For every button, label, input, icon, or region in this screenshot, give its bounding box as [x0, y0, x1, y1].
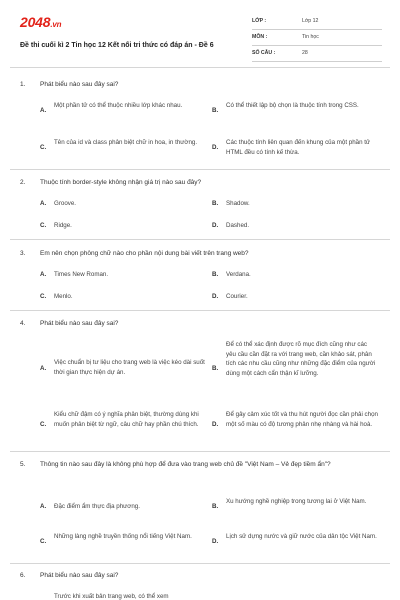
site-logo[interactable]	[20, 14, 61, 30]
exam-title: Đề thi cuối kì 2 Tin học 12 Kết nối tri thức có đáp án - Đề 6	[20, 42, 214, 49]
option-letter: B.	[212, 365, 219, 372]
divider	[10, 169, 390, 170]
option-text: Dashed.	[226, 222, 250, 229]
option-letter: B.	[212, 271, 219, 278]
divider	[10, 239, 390, 240]
option-text: Để gây cảm xúc tốt và thu hút người đọc cần phải chọn một số màu có độ tương phản nhẹ nhàng và hài hoà.	[226, 411, 378, 428]
logo-suffix: .vn	[50, 20, 62, 29]
question-text: Em nên chọn phông chữ nào cho phần nội dung bài viết trên trang web?	[40, 250, 249, 257]
option-text: Groove.	[54, 200, 77, 207]
option-text: Một phần tử có thể thuộc nhiều lớp khác nhau.	[54, 102, 183, 109]
option-letter: D.	[212, 222, 219, 229]
option-letter: B.	[212, 107, 219, 114]
option-letter: A.	[40, 503, 47, 510]
option-letter: C.	[40, 144, 47, 151]
option-text: Verdana.	[226, 271, 251, 278]
option-text: Xu hướng nghề nghiệp trong tương lai ở Việt Nam.	[226, 498, 367, 505]
question-text: Phát biểu nào sau đây sai?	[40, 81, 119, 88]
info-value: 28	[302, 50, 308, 56]
option-text: Đặc điểm ẩm thực địa phương.	[54, 503, 140, 510]
option-letter: A.	[40, 365, 47, 372]
divider	[10, 451, 390, 452]
question-text: Phát biểu nào sau đây sai?	[40, 572, 119, 579]
option-letter: D.	[212, 538, 219, 545]
question-text: Thuộc tính border-style không nhận giá trị nào sau đây?	[40, 179, 202, 186]
option-text: Để có thể xác định được rõ mục đích cũng như các yêu cầu cần đặt ra với trang web, cần khảo sát, phân tích các nhu cầu cũng như những đặc điểm của người dùng một cách cẩn thận kĩ lưỡng.	[226, 341, 376, 377]
option-letter: C.	[40, 293, 47, 300]
option-letter: B.	[212, 503, 219, 510]
question-number: 2.	[20, 179, 26, 186]
info-value: Tin học	[302, 34, 319, 40]
option-letter: D.	[212, 144, 219, 151]
option-text: Tên của id và class phân biệt chữ in hoa, in thường.	[54, 139, 198, 146]
question-number: 1.	[20, 81, 26, 88]
info-row-class	[252, 14, 382, 30]
option-text: Những làng nghề truyền thống nổi tiếng Việt Nam.	[54, 533, 192, 540]
document-header	[20, 14, 382, 58]
option-text: Có thể thiết lập bộ chọn là thuộc tính trong CSS.	[226, 102, 359, 109]
option-letter: D.	[212, 421, 219, 428]
divider	[10, 67, 390, 68]
option-text: Shadow.	[226, 200, 250, 207]
option-letter: D.	[212, 293, 219, 300]
option-text: Trước khi xuất bản trang web, có thể xem	[54, 593, 169, 600]
question-number: 3.	[20, 250, 26, 257]
option-text: Courier.	[226, 293, 248, 300]
option-text: Times New Roman.	[54, 271, 109, 278]
option-text: Việc chuẩn bị tư liệu cho trang web là việc kéo dài suốt thời gian thực hiện dự án.	[54, 359, 205, 376]
question-text: Phát biểu nào sau đây sai?	[40, 320, 119, 327]
info-row-subject	[252, 30, 382, 46]
option-text: Kiểu chữ đậm có ý nghĩa phân biệt, thường dùng khi muốn phân biệt từ ngữ, câu chữ hay phần chú thích.	[54, 411, 199, 428]
divider	[10, 310, 390, 311]
option-text: Ridge.	[54, 222, 72, 229]
info-value: Lớp 12	[302, 18, 319, 24]
option-letter: A.	[40, 107, 47, 114]
option-text: Menlo.	[54, 293, 73, 300]
divider	[10, 563, 390, 564]
question-number: 5.	[20, 461, 26, 468]
question-number: 4.	[20, 320, 26, 327]
option-letter: B.	[212, 200, 219, 207]
option-letter: A.	[40, 271, 47, 278]
info-label: MÔN :	[252, 34, 268, 40]
info-label: SỐ CÂU :	[252, 50, 276, 56]
option-letter: C.	[40, 421, 47, 428]
info-label: LỚP :	[252, 18, 267, 24]
question-text: Thông tin nào sau đây là không phù hợp để đưa vào trang web chủ đề "Việt Nam – Vẻ đẹp tiềm ẩn"?	[40, 461, 331, 468]
option-text: Các thuộc tính liên quan đến khung của một phần tử HTML đều có tính kế thừa.	[226, 139, 371, 156]
info-row-count	[252, 46, 382, 62]
option-text: Lịch sử dựng nước và giữ nước của dân tộc Việt Nam.	[226, 533, 377, 540]
logo-main: 2048	[20, 14, 51, 30]
option-letter: C.	[40, 538, 47, 545]
option-letter: A.	[40, 200, 47, 207]
option-letter: C.	[40, 222, 47, 229]
exam-info-table	[252, 14, 382, 62]
question-number: 6.	[20, 572, 26, 579]
